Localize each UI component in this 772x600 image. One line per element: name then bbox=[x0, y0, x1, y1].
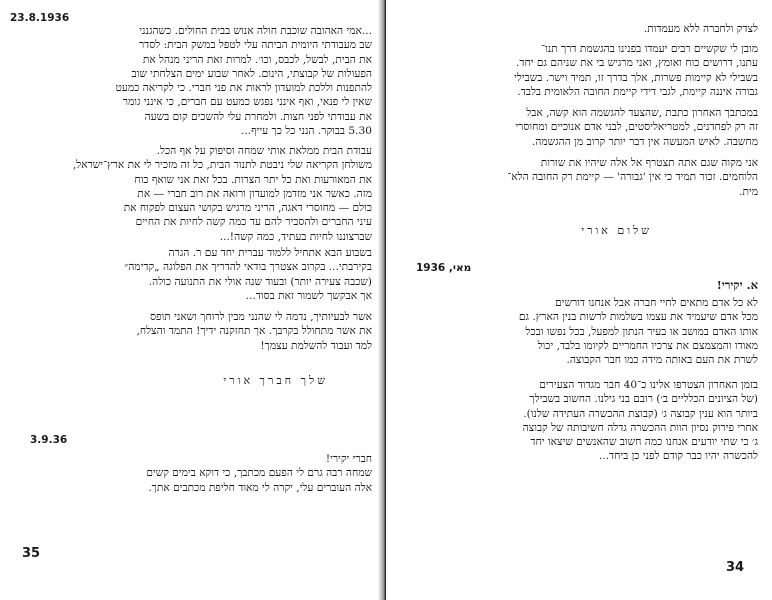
letter-signature: שלך חברך אורי bbox=[223, 374, 328, 387]
letter-salutation: א. יקירי! bbox=[716, 278, 758, 292]
letter-paragraph bbox=[10, 144, 372, 244]
text-line: אחרי פירוק נסיון הוות ההכשרה גדלה חשיבותה של קבוצה bbox=[522, 421, 758, 434]
text-line: במכתבך האחרון כתבת ,שהצעד להגשמה הוא קשה, אבל bbox=[526, 107, 758, 119]
text-line: את עבודתי לפני חצות. ולמחרת עלי להשכים קום בשעה bbox=[144, 110, 372, 123]
text-line: הלוחמים. זכור תמיד כי אין 'גבורה' — קיימת רק החובה הלא־ bbox=[507, 171, 758, 184]
letter-paragraph bbox=[418, 156, 758, 199]
letter-paragraph bbox=[418, 106, 758, 149]
text-line: אלה העוברים עלי, יקרה לי מאוד חליפת מכתבים אתך. bbox=[148, 481, 372, 494]
text-line: עתנו, דרושים כוח ואומץ, ואני מרגיש בי את שניהם גם יחד. bbox=[516, 57, 758, 70]
letter-date: 3.9.36 bbox=[30, 434, 68, 446]
text-line: אך אבקשך לשמור זאת בסוד... bbox=[245, 289, 372, 302]
text-line: בשבוע הבא אתחיל ללמוד עברית יחד עם ר. הגרה bbox=[168, 247, 372, 259]
text-line: 5.30 בבוקר. הנני כל כך עייף... bbox=[240, 125, 372, 138]
text-line: להכשרה יהיו כבר קודם לפני כן ביחד... bbox=[598, 450, 758, 463]
text-line: לא כל אדם מתאים לחיי חברה אבל אנחנו דורשים bbox=[555, 297, 758, 309]
text-line: עיני החברים ולהסביר להם עד כמה קשה לחיות את החיים bbox=[135, 216, 372, 229]
letter-paragraph bbox=[418, 296, 758, 367]
right-page bbox=[386, 0, 772, 600]
text-line: אותו האדם במושב או בעיר הנתון למפעל, בכל נפשו ובכל bbox=[525, 325, 758, 338]
text-line: בזמן האחרון הצטרפו אלינו כ־40 חבר מגדוד הצעירים bbox=[539, 379, 758, 391]
text-line: (שכבה צעירה יותר) ובעוד שנה אולי את התנועה כולה. bbox=[148, 275, 372, 288]
text-line: לצדק ולחברה ללא מעמדות. bbox=[643, 23, 758, 35]
text-line: מחשבה. לאיש המעשה אין דבר יותר קרוב מן ההגשמה. bbox=[531, 135, 758, 148]
text-line: שברצוננו לחיות בעתיד, כמה קשה!... bbox=[219, 230, 372, 243]
text-line: ...אמי האהובה שוכבת חולה אנוש בבית החולים. כשהגנני bbox=[139, 25, 372, 37]
letter-date: מאי, 1936 bbox=[416, 262, 472, 274]
letter-date: 23.8.1936 bbox=[10, 12, 70, 24]
text-line: מזה. כאשר אני מזדמן למועדון ורואה את רוב חברי — את bbox=[137, 187, 372, 200]
text-line: בקירבתי... בקרוב אצטרך בודאי להדריך את הפלוגה „קדימה״ bbox=[124, 261, 372, 274]
page-number: 35 bbox=[22, 546, 41, 561]
text-line: כולם — מחוסרי דאגה, הריני מרגיש בקושי העצום לפקוח את bbox=[123, 202, 372, 215]
text-line: את הבית, לבשל, לכבס, וכו׳. למרות זאת הריני מנהל את bbox=[142, 53, 372, 66]
text-line: חברי יקירי! bbox=[325, 453, 372, 465]
text-line: אשר לבעיותיך, נדמה לי שהנני מבין לרוחך ושאני תופס bbox=[149, 311, 372, 323]
text-line: מכל אדם שיעמיד את עצמו בשלמות לרשות בנין הארץ. גם bbox=[518, 311, 758, 324]
text-line: את המאורעות ואת כל יתר הצרות. בכל זאת אני שואף כוח bbox=[134, 173, 372, 186]
text-line: שאין לי פנאי, ואף אינני נפגש כמעט עם חברים, כי אינני גומר bbox=[122, 96, 372, 109]
text-line: להתפנות וללכת למועדון לראות את פני חברי. כי לקריאה כמעט bbox=[115, 82, 372, 95]
letter-body bbox=[10, 452, 372, 495]
page-number: 34 bbox=[726, 560, 745, 575]
text-line bbox=[418, 22, 758, 36]
letter-paragraph bbox=[10, 246, 372, 303]
letter-signature: שלום אורי bbox=[581, 224, 652, 237]
text-line: שמחה רבה גרם לי הפעם מכתבך, כי דוקא בימים קשים bbox=[146, 467, 372, 480]
text-line: משולחן הקריאה שלי ניבטת לתנור הבית, כל זה מזכיר לי את ארץ־ישראל, bbox=[72, 159, 372, 172]
text-line: אני מקוה שגם אתה תצטרף אל אלה שיהיו את שורות bbox=[540, 157, 758, 169]
text-line: את אשר מתחולל בקרבך. אך תחזקנה ידיך! התמד והצלח, bbox=[136, 325, 372, 338]
text-line: לשרת את העם באותה מידה כמו חבר הקבוצה. bbox=[566, 354, 758, 367]
text-line: ביותר הוא ענין קבוצה ג׳ (קבוצת ההכשרה העתידה שלנו). bbox=[523, 407, 758, 420]
text-line: מובן לי שקשיים רבים יעמדו בפנינו בהגשמת דרך תנו־ bbox=[540, 43, 758, 55]
letter-paragraph bbox=[418, 378, 758, 464]
text-line: זה רק לפחדנים, למטריאליסטים, לבני אדם אנוכיים ומחוסרי bbox=[515, 121, 758, 134]
text-line: שב מעבודתי היומית הביתה עלי לטפל במשק הבית: לסדר bbox=[138, 39, 372, 52]
letter-body bbox=[10, 24, 372, 138]
text-line: (של הציונים הכלליים ב׳) רובם בני גילנו. החשוב בשבילך bbox=[529, 393, 758, 406]
text-line: הפעולות של קבוצתי, הינום. לאחר שבוע ימים הצלחתי שוב bbox=[131, 67, 372, 80]
text-line: מאודו והמצמצם את צרכיו החמריים לקיומו בלבד, יכול bbox=[537, 339, 758, 352]
text-line: גבורה איננה קיימת, לגבי דידי קיימת החובה הלאומית בלבד. bbox=[517, 85, 758, 98]
letter-paragraph bbox=[10, 310, 372, 353]
text-line: למד ועבוד להשלמת עצמך! bbox=[260, 339, 372, 352]
text-line: מית. bbox=[739, 185, 758, 198]
text-line: בשבילי לא קיימות פשרות, אלך בדרך זו, תמיד וישר. בשבילי bbox=[514, 71, 758, 84]
letter-paragraph bbox=[418, 42, 758, 99]
text-line: עבודת הבית ממלאת אותי שמחה וסיפוק על אף הכל. bbox=[156, 145, 372, 157]
text-line: ג׳ כי שתי יודעים אנחנו כמה חשוב שהאנשים שיצאו יחד bbox=[530, 436, 758, 449]
